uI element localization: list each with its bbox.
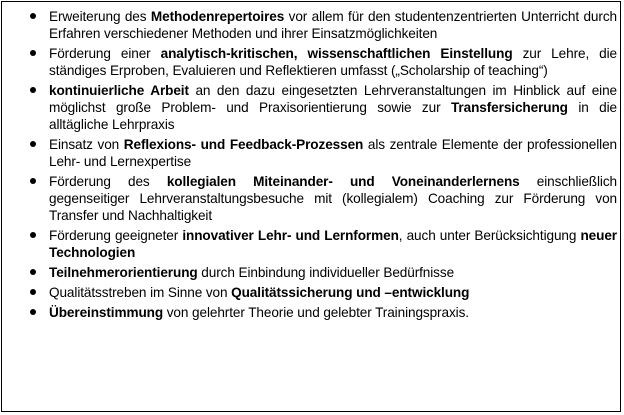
emphasized-text: analytisch-kritischen, wissenschaftlichen Einstellung (160, 46, 513, 61)
item-text: vor allem für den studentenzentrierten Unterricht durch Erfahren verschiedener Methoden und ihrer Einsatzmöglichkeiten (49, 9, 617, 41)
list-item (24, 82, 617, 133)
content-box (1, 1, 621, 412)
emphasized-text: Methodenrepertoires (150, 9, 285, 24)
item-text: , auch unter Berücksichtigung (398, 228, 581, 243)
list-item (24, 284, 617, 301)
emphasized-text: kollegialen Miteinander- und Voneinanderlernens (166, 174, 520, 189)
bullet-icon (30, 178, 36, 184)
list-item (24, 227, 617, 261)
emphasized-text: Übereinstimmung (49, 305, 164, 320)
item-text: Qualitätsstreben im Sinne von (49, 285, 232, 300)
emphasized-text: Qualitätssicherung und –entwicklung (231, 285, 470, 300)
list-item (24, 304, 617, 321)
emphasized-text: Teilnehmerorientierung (49, 265, 198, 280)
item-text: Förderung des (49, 174, 167, 189)
list-item (24, 173, 617, 224)
bullet-icon (30, 87, 36, 93)
emphasized-text: Reflexions- und Feedback-Prozessen (123, 137, 364, 152)
emphasized-text: neuer Technologien (49, 228, 617, 260)
bullet-icon (30, 141, 36, 147)
bullet-icon (30, 232, 36, 238)
item-text: Förderung geeigneter (49, 228, 183, 243)
item-text: als zentrale Elemente der professionellen Lehr- und Lernexpertise (49, 137, 617, 169)
bullet-icon (30, 50, 36, 56)
list-item (24, 8, 617, 42)
item-text: zur Lehre, die ständiges Erproben, Evaluieren und Reflektieren umfasst („Scholarship of teaching“) (49, 46, 618, 78)
bullet-icon (30, 13, 36, 19)
item-text: von gelehrter Theorie und gelebter Trainingspraxis. (163, 305, 469, 320)
list-item (24, 136, 617, 170)
item-text: Förderung einer (49, 46, 161, 61)
bullet-icon (30, 289, 36, 295)
bullet-list (2, 2, 620, 321)
list-item (24, 264, 617, 281)
item-text: Erweiterung des (49, 9, 151, 24)
item-text: in die alltägliche Lehrpraxis (49, 100, 617, 132)
bullet-icon (30, 269, 36, 275)
emphasized-text: Transfersicherung (450, 100, 568, 115)
emphasized-text: innovativer Lehr- und Lernformen (182, 228, 399, 243)
item-text: einschließlich gegenseitiger Lehrveranstaltungsbesuche mit (kollegialem) Coaching zur Förderung von Transfer und Nachhaltigkeit (49, 174, 618, 223)
item-text: durch Einbindung individueller Bedürfnisse (197, 265, 455, 280)
item-text: Einsatz von (49, 137, 124, 152)
item-text: an den dazu eingesetzten Lehrveranstaltungen im Hinblick auf eine möglichst große Problem- und Praxisorientierung sowie zur (49, 83, 617, 115)
bullet-icon (30, 309, 36, 315)
list-item (24, 45, 617, 79)
emphasized-text: kontinuierliche Arbeit (49, 83, 189, 98)
